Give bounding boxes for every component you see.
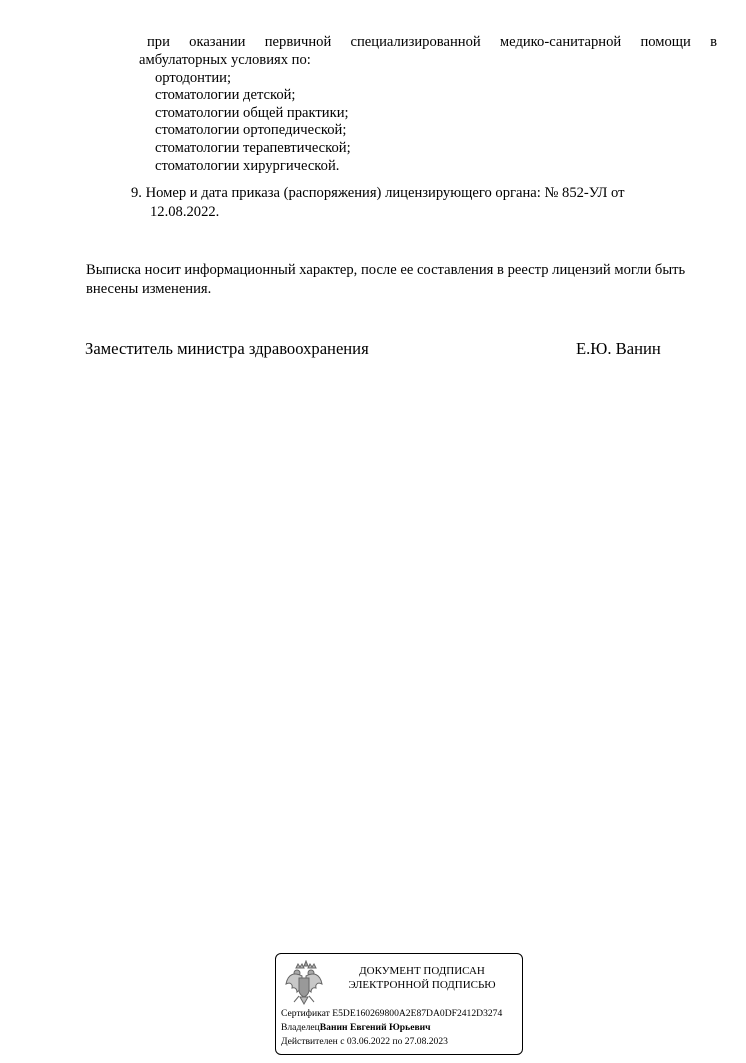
signatory-position: Заместитель министра здравоохранения xyxy=(85,339,369,358)
note-line-1: Выписка носит информационный характер, после ее составления в реестр лицензий могли быть xyxy=(86,262,686,278)
signatory-name: Е.Ю. Ванин xyxy=(576,339,661,358)
stamp-certificate-label: Сертификат xyxy=(281,1008,330,1019)
stamp-owner xyxy=(281,1022,431,1034)
item-9-line-2: 12.08.2022. xyxy=(150,204,220,220)
note-line-2: внесены изменения. xyxy=(86,281,212,297)
stamp-validity xyxy=(281,1036,448,1048)
stamp-valid-label: Действителен xyxy=(281,1036,338,1047)
stamp-title-line-1: ДОКУМЕНТ ПОДПИСАН xyxy=(359,965,485,977)
service-item: стоматологии ортопедической; xyxy=(155,122,347,138)
stamp-title-line-2: ЭЛЕКТРОННОЙ ПОДПИСЬЮ xyxy=(348,979,496,991)
item-9-line-1: 9. Номер и дата приказа (распоряжения) лицензирующего органа: № 852-УЛ от xyxy=(131,185,625,201)
service-item: стоматологии терапевтической; xyxy=(155,140,351,156)
intro-line-2: амбулаторных условиях по: xyxy=(139,52,311,68)
service-item: ортодонтии; xyxy=(155,70,232,86)
intro-line-1: при оказании первичной специализированной медико-санитарной помощи в xyxy=(147,34,717,50)
service-item: стоматологии общей практики; xyxy=(155,105,349,121)
stamp-certificate-value: E5DE160269800A2E87DA0DF2412D3274 xyxy=(332,1008,503,1019)
service-item: стоматологии детской; xyxy=(155,87,296,103)
stamp-title xyxy=(328,964,516,992)
electronic-signature-stamp xyxy=(275,953,523,1055)
stamp-valid-value: с 03.06.2022 по 27.08.2023 xyxy=(340,1036,448,1047)
stamp-certificate xyxy=(281,1008,502,1020)
stamp-owner-label: Владелец xyxy=(281,1022,320,1033)
service-item: стоматологии хирургической. xyxy=(155,158,340,174)
stamp-owner-value: Ванин Евгений Юрьевич xyxy=(319,1022,431,1033)
coat-of-arms-icon xyxy=(284,960,324,1008)
